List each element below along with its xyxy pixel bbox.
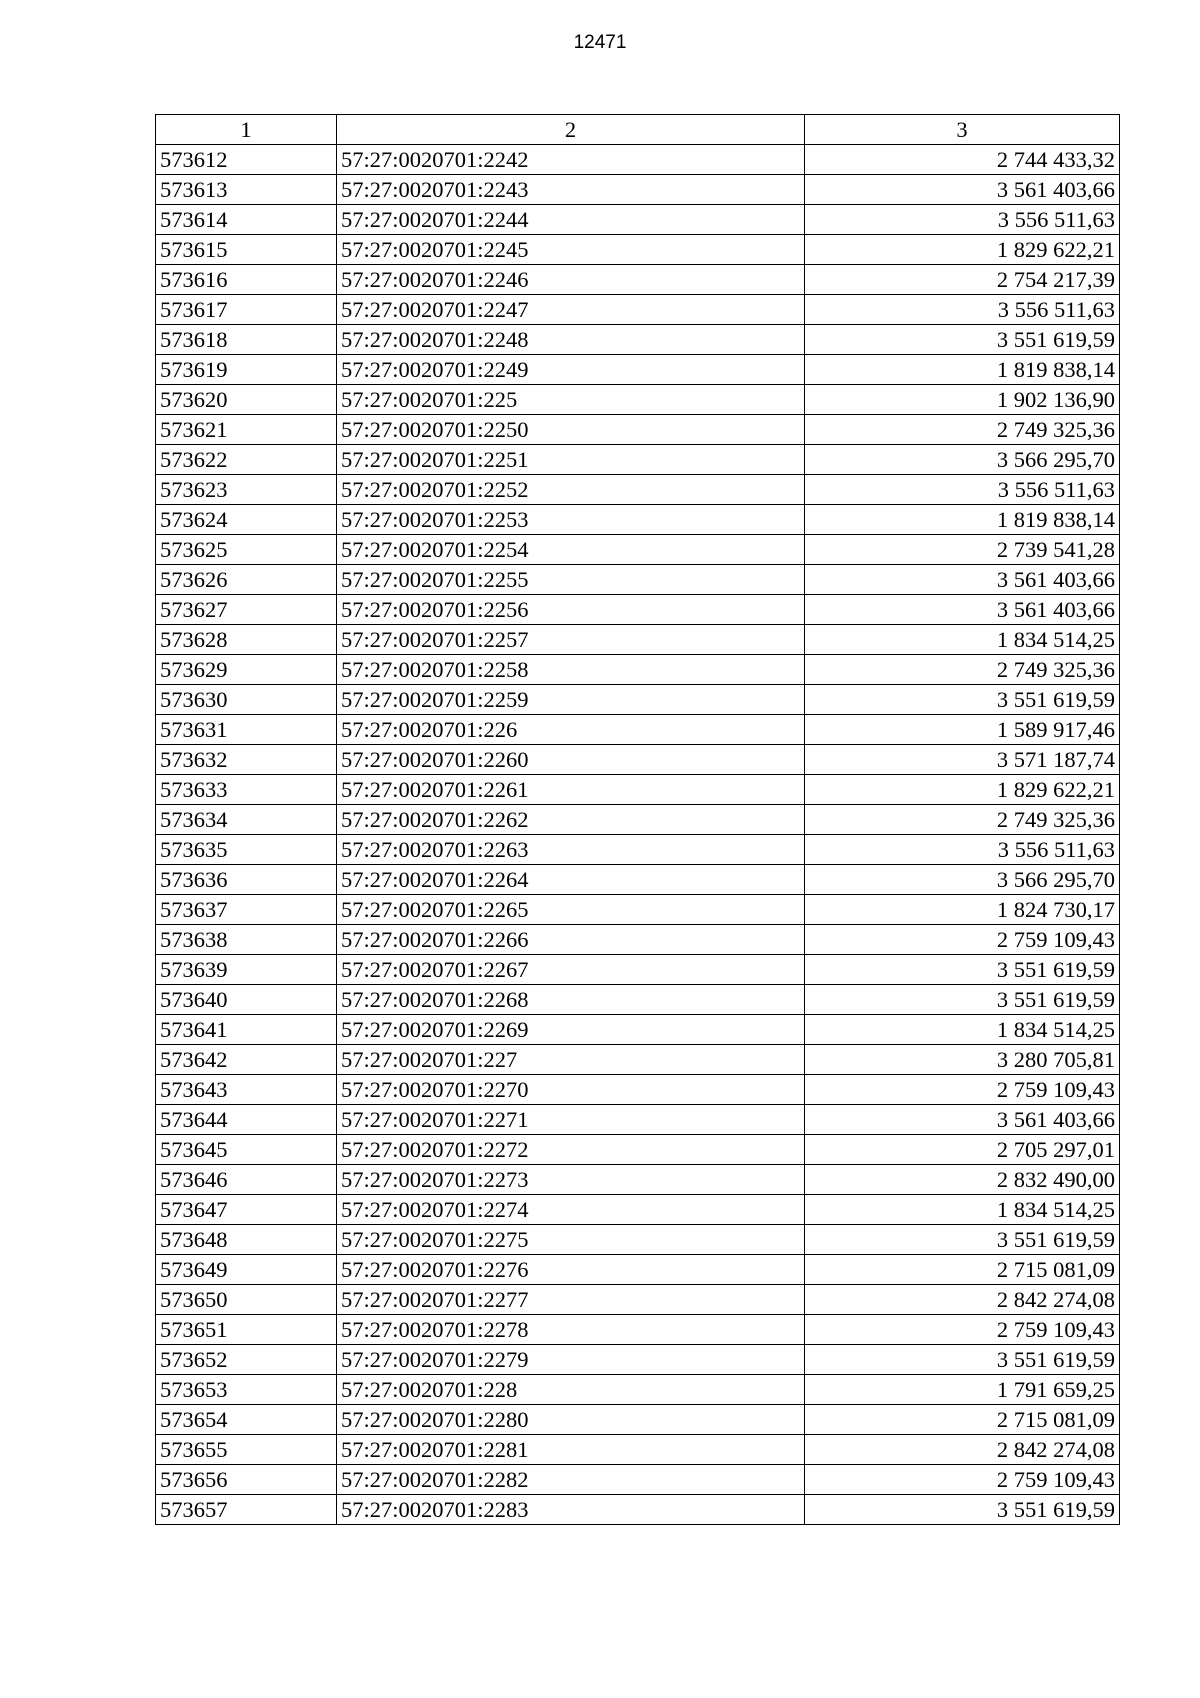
value-cell: 1 824 730,17 [805, 895, 1120, 925]
value-cell: 2 759 109,43 [805, 1315, 1120, 1345]
table-row [156, 835, 1120, 865]
column-header-1: 1 [156, 115, 337, 145]
row-number-cell: 573631 [156, 715, 337, 745]
row-number-cell: 573651 [156, 1315, 337, 1345]
row-number-cell: 573633 [156, 775, 337, 805]
row-number-cell: 573650 [156, 1285, 337, 1315]
row-number-cell: 573616 [156, 265, 337, 295]
cadastral-number-cell: 57:27:0020701:2268 [337, 985, 805, 1015]
cadastral-number-cell: 57:27:0020701:2258 [337, 655, 805, 685]
value-cell: 2 749 325,36 [805, 415, 1120, 445]
table-row [156, 865, 1120, 895]
cadastral-number-cell: 57:27:0020701:2266 [337, 925, 805, 955]
table-row [156, 715, 1120, 745]
table-row [156, 355, 1120, 385]
table-row [156, 895, 1120, 925]
row-number-cell: 573652 [156, 1345, 337, 1375]
row-number-cell: 573629 [156, 655, 337, 685]
row-number-cell: 573627 [156, 595, 337, 625]
table-row [156, 235, 1120, 265]
table-row [156, 265, 1120, 295]
cadastral-number-cell: 57:27:0020701:2271 [337, 1105, 805, 1135]
value-cell: 1 589 917,46 [805, 715, 1120, 745]
cadastral-number-cell: 57:27:0020701:2244 [337, 205, 805, 235]
value-cell: 2 759 109,43 [805, 1465, 1120, 1495]
header-row [156, 115, 1120, 145]
cadastral-number-cell: 57:27:0020701:2250 [337, 415, 805, 445]
value-cell: 1 834 514,25 [805, 1015, 1120, 1045]
value-cell: 3 551 619,59 [805, 1345, 1120, 1375]
cadastral-number-cell: 57:27:0020701:2269 [337, 1015, 805, 1045]
table-row [156, 1375, 1120, 1405]
cadastral-number-cell: 57:27:0020701:2265 [337, 895, 805, 925]
cadastral-number-cell: 57:27:0020701:225 [337, 385, 805, 415]
row-number-cell: 573645 [156, 1135, 337, 1165]
row-number-cell: 573624 [156, 505, 337, 535]
table-row [156, 565, 1120, 595]
value-cell: 1 829 622,21 [805, 775, 1120, 805]
table-row [156, 1315, 1120, 1345]
value-cell: 1 902 136,90 [805, 385, 1120, 415]
value-cell: 3 571 187,74 [805, 745, 1120, 775]
value-cell: 3 566 295,70 [805, 445, 1120, 475]
value-cell: 3 561 403,66 [805, 565, 1120, 595]
cadastral-number-cell: 57:27:0020701:2260 [337, 745, 805, 775]
row-number-cell: 573643 [156, 1075, 337, 1105]
value-cell: 2 739 541,28 [805, 535, 1120, 565]
value-cell: 2 705 297,01 [805, 1135, 1120, 1165]
cadastral-number-cell: 57:27:0020701:2242 [337, 145, 805, 175]
row-number-cell: 573648 [156, 1225, 337, 1255]
table-row [156, 1075, 1120, 1105]
table-row [156, 1495, 1120, 1525]
row-number-cell: 573618 [156, 325, 337, 355]
row-number-cell: 573653 [156, 1375, 337, 1405]
cadastral-number-cell: 57:27:0020701:2257 [337, 625, 805, 655]
table-row [156, 775, 1120, 805]
cadastral-number-cell: 57:27:0020701:2270 [337, 1075, 805, 1105]
table-row [156, 475, 1120, 505]
cadastral-number-cell: 57:27:0020701:2264 [337, 865, 805, 895]
row-number-cell: 573644 [156, 1105, 337, 1135]
row-number-cell: 573646 [156, 1165, 337, 1195]
row-number-cell: 573615 [156, 235, 337, 265]
value-cell: 3 556 511,63 [805, 295, 1120, 325]
cadastral-number-cell: 57:27:0020701:2273 [337, 1165, 805, 1195]
table-row [156, 145, 1120, 175]
row-number-cell: 573614 [156, 205, 337, 235]
value-cell: 1 834 514,25 [805, 1195, 1120, 1225]
row-number-cell: 573621 [156, 415, 337, 445]
table-row [156, 595, 1120, 625]
value-cell: 3 551 619,59 [805, 1495, 1120, 1525]
row-number-cell: 573641 [156, 1015, 337, 1045]
cadastral-number-cell: 57:27:0020701:2259 [337, 685, 805, 715]
row-number-cell: 573623 [156, 475, 337, 505]
cadastral-number-cell: 57:27:0020701:2249 [337, 355, 805, 385]
table-row [156, 1465, 1120, 1495]
table-row [156, 505, 1120, 535]
row-number-cell: 573649 [156, 1255, 337, 1285]
value-cell: 3 561 403,66 [805, 595, 1120, 625]
cadastral-number-cell: 57:27:0020701:228 [337, 1375, 805, 1405]
cadastral-number-cell: 57:27:0020701:227 [337, 1045, 805, 1075]
value-cell: 1 791 659,25 [805, 1375, 1120, 1405]
cadastral-number-cell: 57:27:0020701:2274 [337, 1195, 805, 1225]
value-cell: 1 819 838,14 [805, 505, 1120, 535]
value-cell: 3 556 511,63 [805, 835, 1120, 865]
table-row [156, 385, 1120, 415]
value-cell: 2 715 081,09 [805, 1405, 1120, 1435]
row-number-cell: 573632 [156, 745, 337, 775]
table-row [156, 745, 1120, 775]
cadastral-number-cell: 57:27:0020701:2283 [337, 1495, 805, 1525]
value-cell: 1 829 622,21 [805, 235, 1120, 265]
table-body [156, 145, 1120, 1525]
value-cell: 3 556 511,63 [805, 205, 1120, 235]
cadastral-number-cell: 57:27:0020701:2262 [337, 805, 805, 835]
value-cell: 2 759 109,43 [805, 925, 1120, 955]
cadastral-number-cell: 57:27:0020701:226 [337, 715, 805, 745]
table-row [156, 1045, 1120, 1075]
table-row [156, 175, 1120, 205]
table-row [156, 415, 1120, 445]
table-row [156, 535, 1120, 565]
cadastral-number-cell: 57:27:0020701:2246 [337, 265, 805, 295]
cadastral-number-cell: 57:27:0020701:2248 [337, 325, 805, 355]
row-number-cell: 573619 [156, 355, 337, 385]
value-cell: 3 566 295,70 [805, 865, 1120, 895]
value-cell: 2 749 325,36 [805, 805, 1120, 835]
value-cell: 3 551 619,59 [805, 1225, 1120, 1255]
cadastral-number-cell: 57:27:0020701:2261 [337, 775, 805, 805]
cadastral-number-cell: 57:27:0020701:2278 [337, 1315, 805, 1345]
row-number-cell: 573657 [156, 1495, 337, 1525]
table-row [156, 1195, 1120, 1225]
row-number-cell: 573654 [156, 1405, 337, 1435]
value-cell: 3 551 619,59 [805, 685, 1120, 715]
cadastral-number-cell: 57:27:0020701:2267 [337, 955, 805, 985]
value-cell: 3 561 403,66 [805, 1105, 1120, 1135]
table-row [156, 685, 1120, 715]
cadastral-number-cell: 57:27:0020701:2282 [337, 1465, 805, 1495]
cadastral-number-cell: 57:27:0020701:2255 [337, 565, 805, 595]
cadastral-number-cell: 57:27:0020701:2279 [337, 1345, 805, 1375]
row-number-cell: 573647 [156, 1195, 337, 1225]
value-cell: 2 842 274,08 [805, 1435, 1120, 1465]
row-number-cell: 573628 [156, 625, 337, 655]
row-number-cell: 573625 [156, 535, 337, 565]
table-row [156, 985, 1120, 1015]
table-row [156, 1165, 1120, 1195]
value-cell: 1 819 838,14 [805, 355, 1120, 385]
row-number-cell: 573622 [156, 445, 337, 475]
table-row [156, 955, 1120, 985]
table-row [156, 1105, 1120, 1135]
cadastral-number-cell: 57:27:0020701:2243 [337, 175, 805, 205]
table-row [156, 655, 1120, 685]
cadastral-number-cell: 57:27:0020701:2276 [337, 1255, 805, 1285]
value-cell: 2 744 433,32 [805, 145, 1120, 175]
value-cell: 2 715 081,09 [805, 1255, 1120, 1285]
table-row [156, 1255, 1120, 1285]
cadastral-number-cell: 57:27:0020701:2245 [337, 235, 805, 265]
table-row [156, 625, 1120, 655]
table-row [156, 1435, 1120, 1465]
row-number-cell: 573655 [156, 1435, 337, 1465]
cadastral-number-cell: 57:27:0020701:2251 [337, 445, 805, 475]
value-cell: 2 832 490,00 [805, 1165, 1120, 1195]
table-row [156, 805, 1120, 835]
value-cell: 3 561 403,66 [805, 175, 1120, 205]
table-row [156, 1285, 1120, 1315]
value-cell: 3 551 619,59 [805, 955, 1120, 985]
table-row [156, 325, 1120, 355]
table-row [156, 445, 1120, 475]
row-number-cell: 573640 [156, 985, 337, 1015]
cadastral-number-cell: 57:27:0020701:2254 [337, 535, 805, 565]
table-row [156, 1345, 1120, 1375]
value-cell: 2 759 109,43 [805, 1075, 1120, 1105]
row-number-cell: 573630 [156, 685, 337, 715]
table-row [156, 205, 1120, 235]
value-cell: 3 551 619,59 [805, 325, 1120, 355]
cadastral-number-cell: 57:27:0020701:2272 [337, 1135, 805, 1165]
cadastral-number-cell: 57:27:0020701:2253 [337, 505, 805, 535]
table-row [156, 1135, 1120, 1165]
table-row [156, 1405, 1120, 1435]
value-cell: 3 556 511,63 [805, 475, 1120, 505]
value-cell: 2 842 274,08 [805, 1285, 1120, 1315]
row-number-cell: 573656 [156, 1465, 337, 1495]
row-number-cell: 573612 [156, 145, 337, 175]
column-header-3: 3 [805, 115, 1120, 145]
row-number-cell: 573636 [156, 865, 337, 895]
table-row [156, 1015, 1120, 1045]
column-header-2: 2 [337, 115, 805, 145]
table-row [156, 925, 1120, 955]
table-row [156, 295, 1120, 325]
row-number-cell: 573639 [156, 955, 337, 985]
row-number-cell: 573642 [156, 1045, 337, 1075]
value-cell: 2 754 217,39 [805, 265, 1120, 295]
table-row [156, 1225, 1120, 1255]
value-cell: 3 551 619,59 [805, 985, 1120, 1015]
value-cell: 3 280 705,81 [805, 1045, 1120, 1075]
cadastral-number-cell: 57:27:0020701:2275 [337, 1225, 805, 1255]
row-number-cell: 573635 [156, 835, 337, 865]
row-number-cell: 573620 [156, 385, 337, 415]
page-number: 12471 [573, 32, 627, 53]
row-number-cell: 573638 [156, 925, 337, 955]
value-cell: 2 749 325,36 [805, 655, 1120, 685]
cadastral-number-cell: 57:27:0020701:2247 [337, 295, 805, 325]
row-number-cell: 573626 [156, 565, 337, 595]
cadastral-number-cell: 57:27:0020701:2252 [337, 475, 805, 505]
cadastral-number-cell: 57:27:0020701:2263 [337, 835, 805, 865]
row-number-cell: 573634 [156, 805, 337, 835]
cadastral-number-cell: 57:27:0020701:2256 [337, 595, 805, 625]
value-cell: 1 834 514,25 [805, 625, 1120, 655]
cadastral-number-cell: 57:27:0020701:2280 [337, 1405, 805, 1435]
cadastral-number-cell: 57:27:0020701:2277 [337, 1285, 805, 1315]
row-number-cell: 573617 [156, 295, 337, 325]
row-number-cell: 573613 [156, 175, 337, 205]
row-number-cell: 573637 [156, 895, 337, 925]
registry-table [155, 114, 1120, 1525]
table-header [156, 115, 1120, 145]
cadastral-number-cell: 57:27:0020701:2281 [337, 1435, 805, 1465]
